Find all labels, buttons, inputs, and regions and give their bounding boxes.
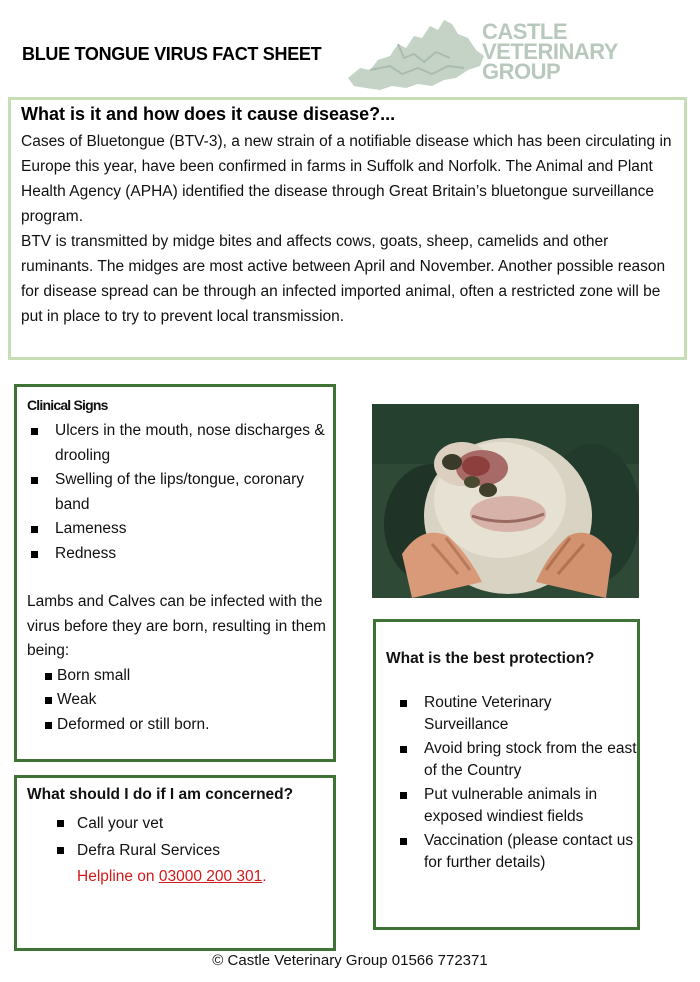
what-is-it-section <box>8 97 687 360</box>
protection-heading: What is the best protection? <box>386 650 595 667</box>
infected-sheep-photo <box>372 404 639 598</box>
list-item: Swelling of the lips/tongue, coronary band <box>27 468 333 517</box>
map-silhouette-icon <box>340 8 490 94</box>
list-item: Call your vet <box>27 810 333 837</box>
list-item: Routine Veterinary Surveillance <box>386 692 637 736</box>
list-item: Born small <box>27 664 333 689</box>
lambs-calves-paragraph: Lambs and Calves can be infected with the virus before they are born, resulting in them being: <box>27 593 326 659</box>
page-title: BLUE TONGUE VIRUS FACT SHEET <box>22 44 322 64</box>
list-item: Avoid bring stock from the east of the Country <box>386 738 637 782</box>
list-item: Vaccination (please contact us for further details) <box>386 830 637 874</box>
helpline-phone-link[interactable]: 03000 200 301 <box>158 868 263 885</box>
concern-list <box>27 810 333 864</box>
what-is-it-paragraph-2: BTV is transmitted by midge bites and affects cows, goats, sheep, camelids and other ruminants. The midges are most active between April and November. Another possible reason for disease spread can be through an infected imported animal, often a restricted zone will be put in place to try to prevent local transmission. <box>21 233 666 325</box>
concern-section <box>14 775 336 951</box>
clinical-signs-list <box>27 419 333 566</box>
helpline-text: Helpline on 03000 200 301. <box>77 868 267 885</box>
what-is-it-heading: What is it and how does it cause disease?... <box>21 104 396 124</box>
castle-veterinary-logo <box>340 8 640 94</box>
birth-effects-list <box>27 664 333 738</box>
list-item: Weak <box>27 688 333 713</box>
concern-heading: What should I do if I am concerned? <box>27 786 294 803</box>
clinical-signs-heading: Clinical Signs <box>27 397 108 413</box>
list-item: Put vulnerable animals in exposed windiest fields <box>386 784 637 828</box>
list-item: Deformed or still born. <box>27 713 333 738</box>
protection-section <box>373 619 640 930</box>
list-item: Ulcers in the mouth, nose discharges & drooling <box>27 419 333 468</box>
list-item: Redness <box>27 542 333 567</box>
logo-text: CASTLE VETERINARY GROUP <box>482 19 618 84</box>
footer-copyright: © Castle Veterinary Group 01566 772371 <box>212 952 488 969</box>
clinical-signs-section <box>14 384 336 762</box>
what-is-it-paragraph-1: Cases of Bluetongue (BTV-3), a new strain of a notifiable disease which has been circulating in Europe this year, have been confirmed in farms in Suffolk and Norfolk. The Animal and Plant Health Agency (APHA) identified the disease through Great Britain’s bluetongue surveillance program. <box>21 133 672 225</box>
list-item: Defra Rural Services <box>27 837 333 864</box>
list-item: Lameness <box>27 517 333 542</box>
protection-list <box>386 692 637 874</box>
